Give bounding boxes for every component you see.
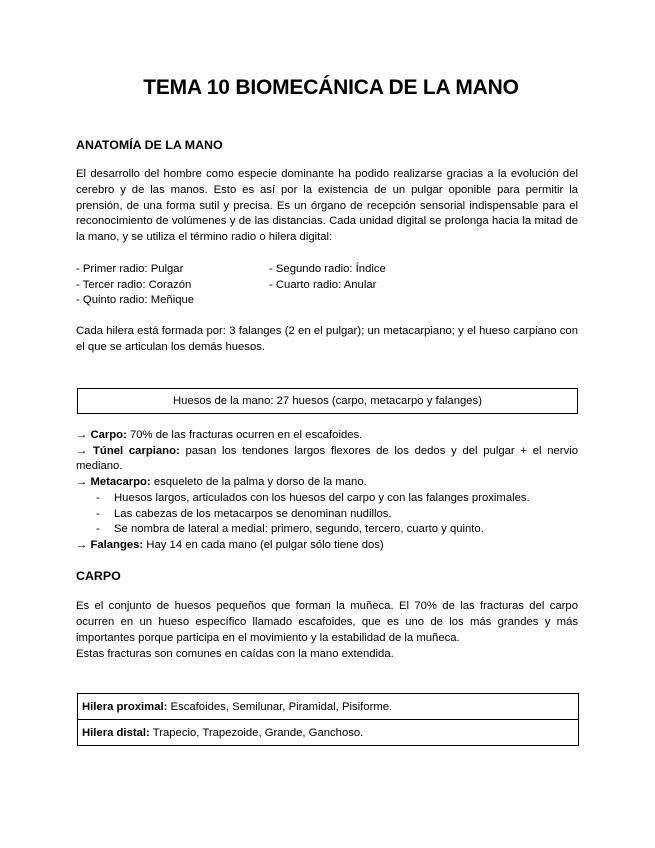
section-heading-anatomia: ANATOMÍA DE LA MANO (76, 138, 223, 152)
sub-item: - Las cabezas de los metacarpos se denominan nudillos. (96, 507, 392, 520)
sub-item: - Huesos largos, articulados con los huesos del carpo y con las falanges proximales. (96, 491, 530, 504)
huesos-box: Huesos de la mano: 27 huesos (carpo, metacarpo y falanges) (77, 388, 578, 414)
list-item-carpo: → Carpo: 70% de las fracturas ocurren en el escafoides. (76, 429, 363, 441)
arrow-list (76, 428, 578, 554)
hileras-table (77, 693, 579, 746)
list-item: - Primer radio: Pulgar - Segundo radio: Índice (76, 263, 386, 275)
radios-list (76, 262, 578, 309)
intro-paragraph: El desarrollo del hombre como especie dominante ha podido realizarse gracias a la evolución del cerebro y de las manos. Esto es así por la existencia de un pulgar oponible para permitir la prensión, de una forma sutil y precisa. Es un órgano de recepción sensorial indispensable para el reconocimiento de volúmenes y de las distancias. Cada unidad digital se prolonga hacia la mitad de la mano, y se utiliza el término radio o hilera digital: (76, 168, 578, 244)
carpo-paragraph: Es el conjunto de huesos pequeños que forman la muñeca. El 70% de las fracturas del carpo ocurren en un hueso específico llamado escafoides, que es uno de los más grandes y más importantes porque participa en el movimiento y la estabilidad de la muñeca. (76, 600, 578, 644)
list-item-falanges: → Falanges: Hay 14 en cada mano (el pulgar sólo tiene dos) (76, 538, 384, 551)
page-title: TEMA 10 BIOMECÁNICA DE LA MANO (143, 76, 519, 99)
table-row: Hilera distal: Trapecio, Trapezoide, Grande, Ganchoso. (78, 720, 579, 746)
table-row: Hilera proximal: Escafoides, Semilunar, Piramidal, Pisiforme. (78, 694, 579, 720)
list-item: - Quinto radio: Meñique (76, 294, 195, 307)
hilera-paragraph: Cada hilera está formada por: 3 falanges (2 en el pulgar); un metacarpiano; y el hueso carpiano con el que se articulan los demás huesos. (76, 325, 578, 353)
list-item: - Tercer radio: Corazón - Cuarto radio: Anular (76, 278, 377, 291)
section-heading-carpo: CARPO (76, 569, 121, 583)
list-item-metacarpo: → Metacarpo: esqueleto de la palma y dorso de la mano. (76, 476, 367, 489)
sub-item: - Se nombra de lateral a medial: primero, segundo, tercero, cuarto y quinto. (96, 523, 484, 536)
carpo-paragraph-b: Estas fracturas son comunes en caídas con la mano extendida. (76, 648, 394, 660)
list-item-tunel: → Túnel carpiano: pasan los tendones largos flexores de los dedos y del pulgar + el nervio mediano. (76, 444, 579, 473)
